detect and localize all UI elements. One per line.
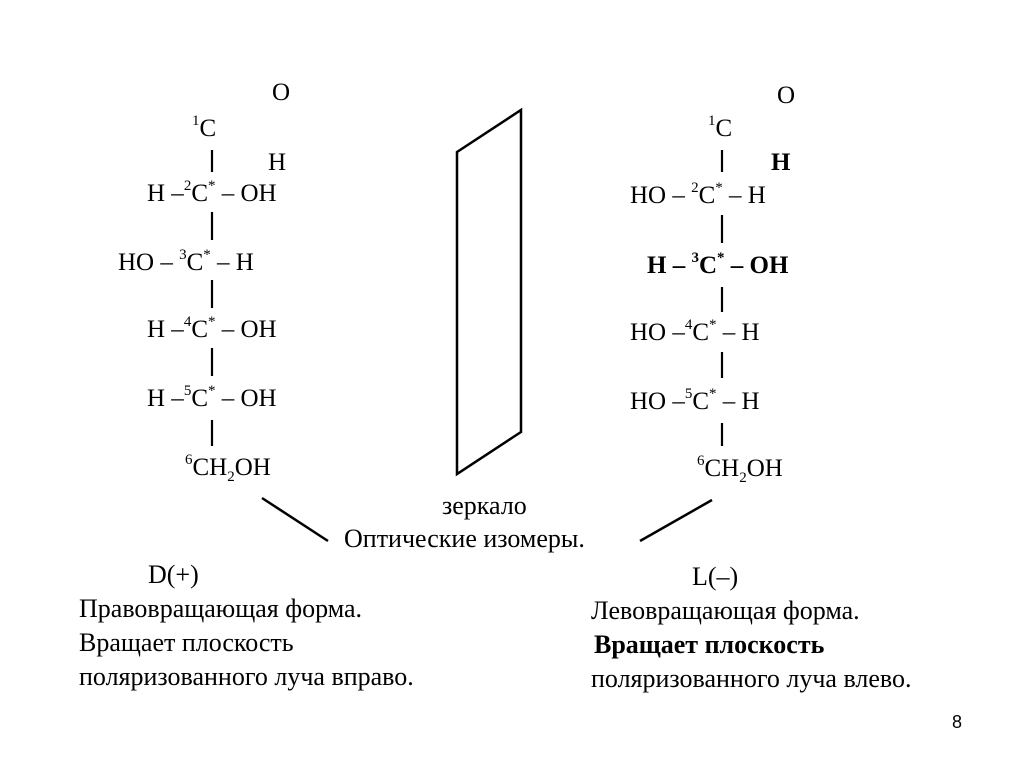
left-row-carbon-4: H –$^4$C* – OH bbox=[147, 313, 277, 343]
left-form-description-line2: поляризованного луча вправо. bbox=[79, 662, 414, 691]
left-row-carbon-2: H –$^2$C* – OH bbox=[147, 177, 277, 207]
left-aldehyde-oxygen: O bbox=[272, 79, 291, 106]
right-carbon-6: $^6CH_2OH$ bbox=[697, 452, 783, 486]
right-form-name: Левовращающая форма. bbox=[591, 596, 860, 625]
left-form-description-line1: Вращает плоскость bbox=[79, 628, 294, 657]
left-row-carbon-5: H –$^5$C* – OH bbox=[147, 382, 277, 412]
right-row-carbon-2: HO – $^2$C* – H bbox=[630, 179, 766, 209]
left-carbon-6: $^6CH_2OH$ bbox=[185, 451, 271, 485]
right-aldehyde-oxygen: O bbox=[777, 82, 796, 109]
left-aldehyde-hydrogen: H bbox=[268, 149, 287, 176]
right-row-carbon-3: H – $^3$C* – OH bbox=[647, 249, 789, 279]
mirror-label: зеркало bbox=[442, 491, 527, 520]
right-form-description-line2: поляризованного луча влево. bbox=[591, 664, 912, 693]
left-form-name: Правовращающая форма. bbox=[79, 594, 363, 623]
right-form-description-line1: Вращает плоскость bbox=[594, 630, 825, 659]
optical-isomers-caption: Оптические изомеры. bbox=[344, 524, 585, 553]
left-connector-line bbox=[262, 498, 328, 541]
left-carbon-1: $^1$C bbox=[192, 112, 217, 142]
left-row-carbon-3: HO – $^3$C* – H bbox=[118, 246, 254, 276]
page-number: 8 bbox=[952, 712, 963, 732]
mirror-shape bbox=[457, 110, 521, 474]
right-carbon-1: $^1$C bbox=[708, 112, 733, 142]
left-form-label: D(+) bbox=[148, 560, 199, 589]
right-form-label: L(–) bbox=[692, 562, 739, 591]
right-connector-line bbox=[640, 500, 712, 541]
right-row-carbon-4: HO –$^4$C* – H bbox=[630, 316, 760, 346]
right-row-carbon-5: HO –$^5$C* – H bbox=[630, 385, 760, 415]
right-aldehyde-hydrogen: H bbox=[771, 149, 791, 176]
